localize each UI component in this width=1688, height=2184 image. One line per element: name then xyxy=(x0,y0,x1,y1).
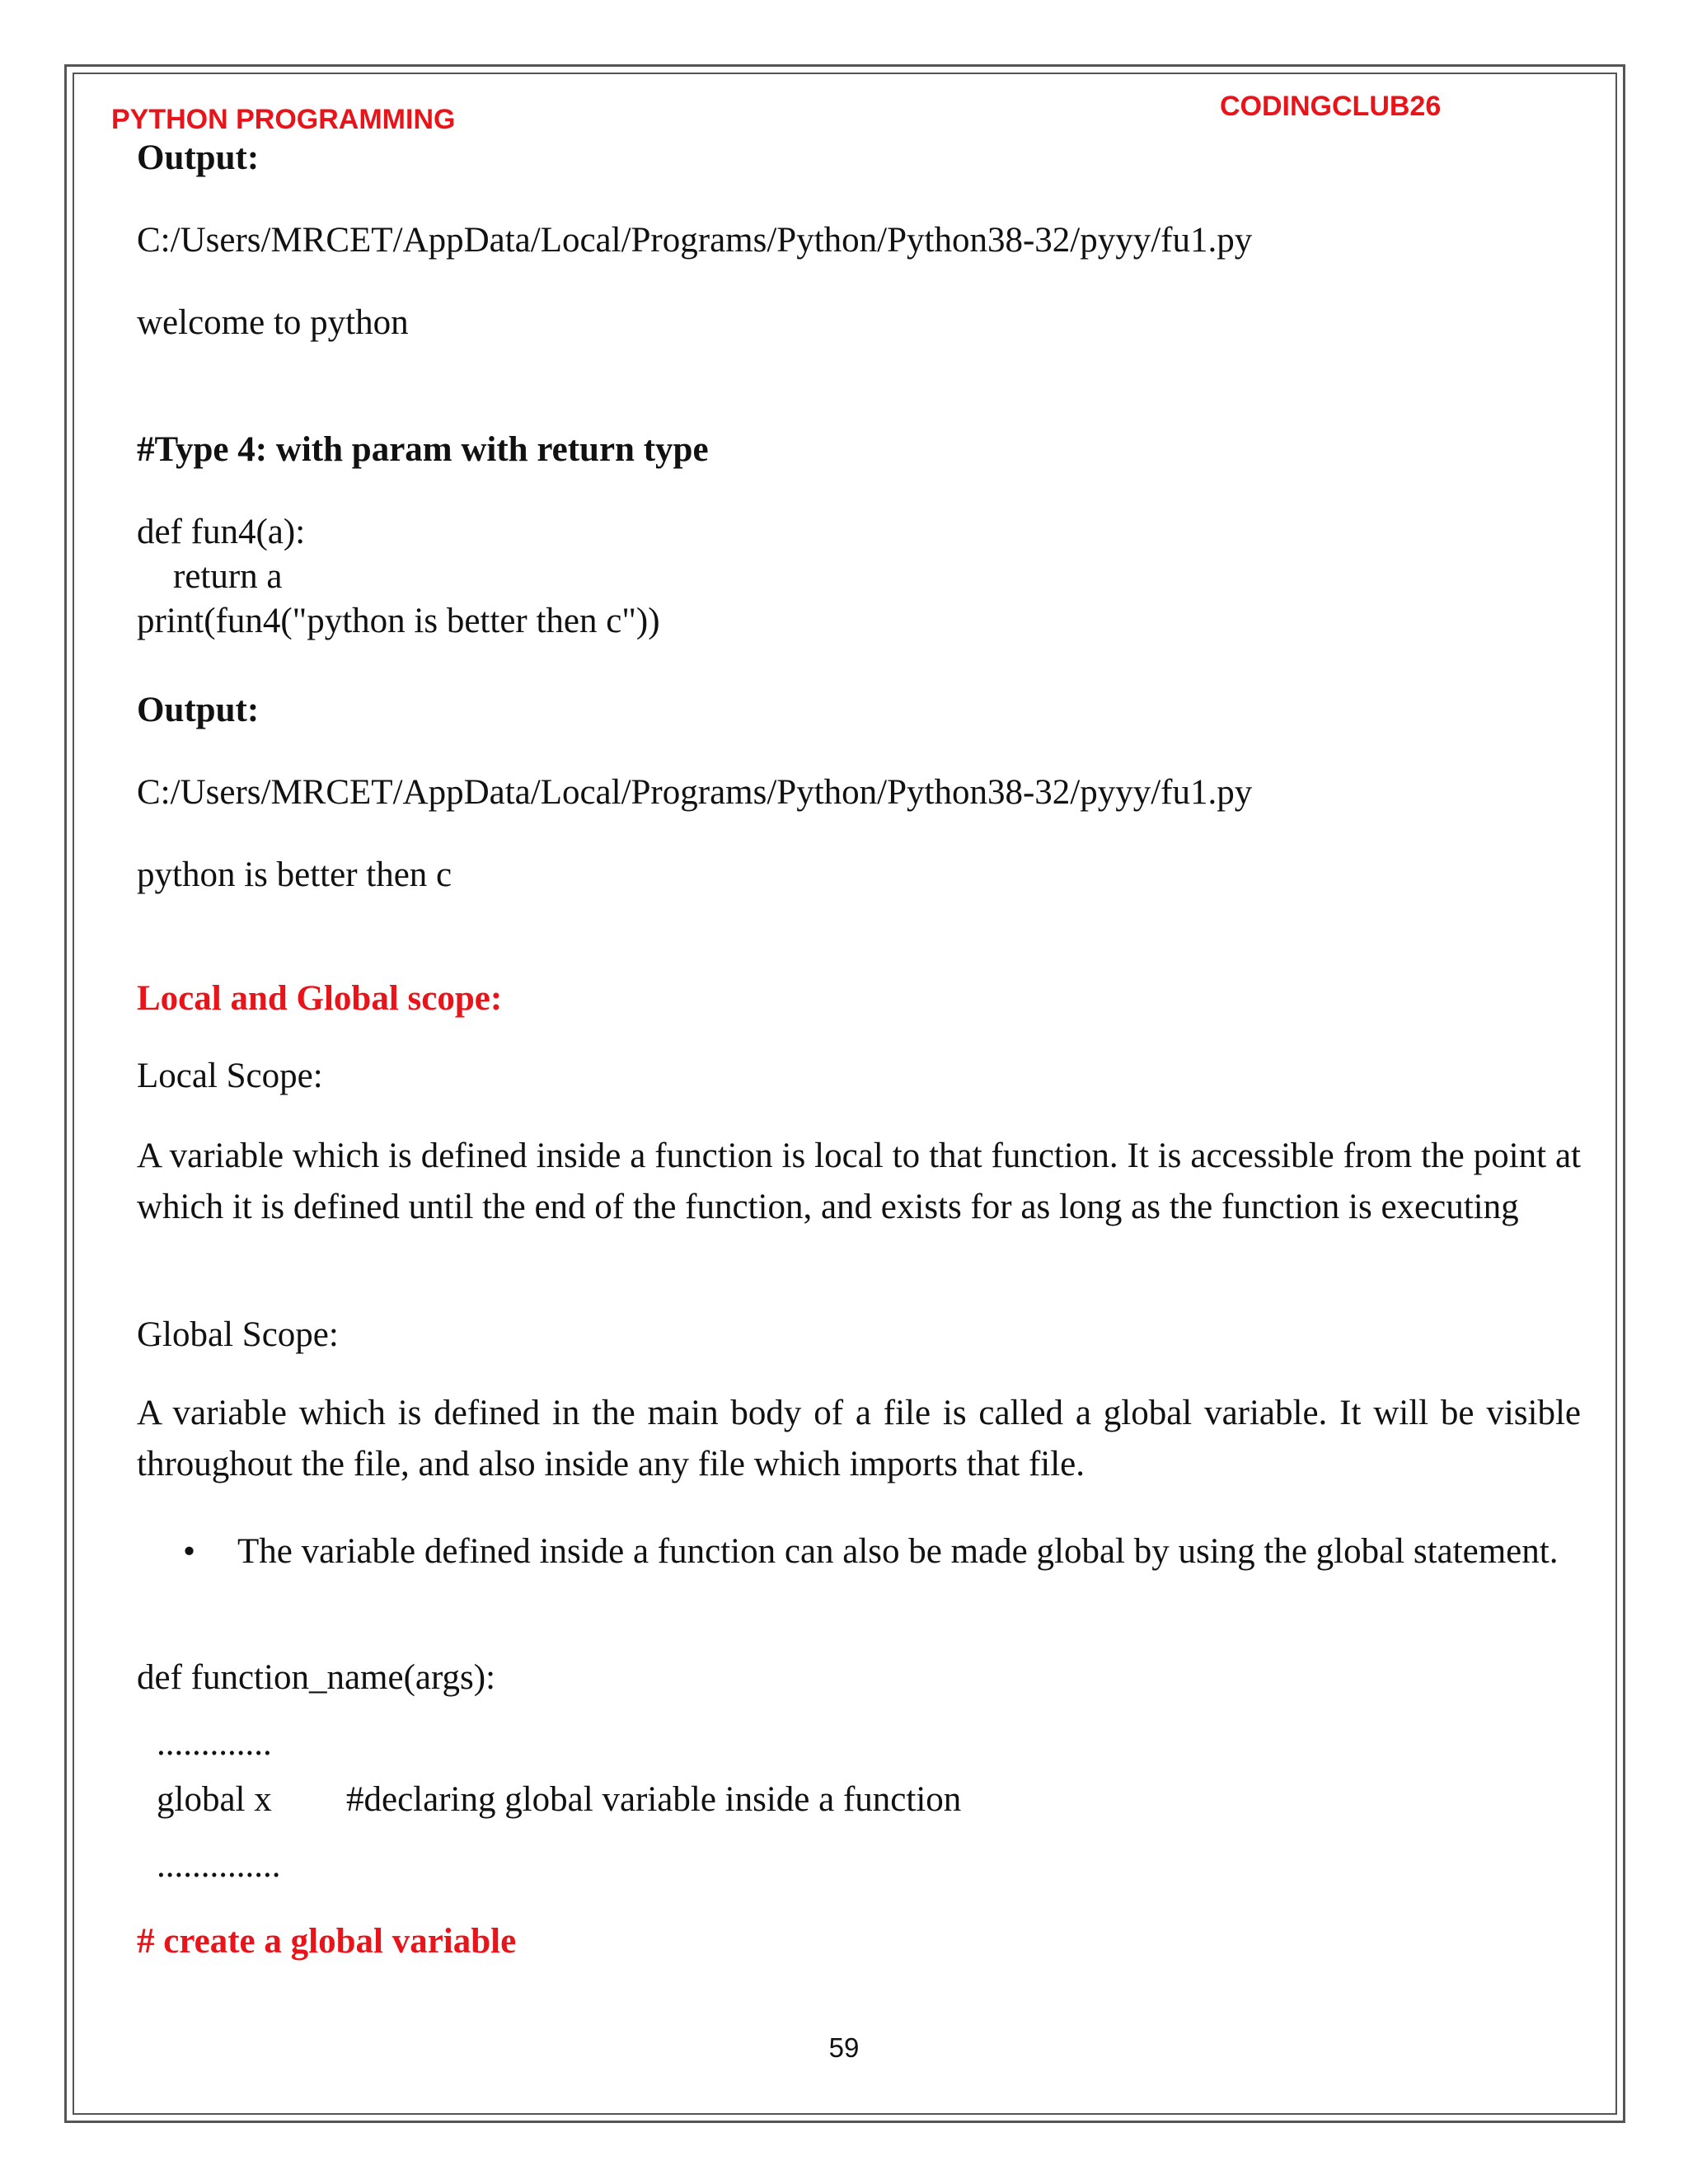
code-line: print(fun4("python is better then c")) xyxy=(137,602,660,640)
type4-heading: #Type 4: with param with return type xyxy=(137,430,709,469)
code-line: return a xyxy=(173,557,283,596)
local-scope-label: Local Scope: xyxy=(137,1057,323,1095)
code-comment: #declaring global variable inside a function xyxy=(346,1780,962,1819)
output-result-1: welcome to python xyxy=(137,303,409,342)
code-line: def fun4(a): xyxy=(137,513,306,551)
scope-heading: Local and Global scope: xyxy=(137,979,503,1018)
local-scope-paragraph: A variable which is defined inside a function is local to that function. It is accessible from the point at which it is defined until the end of the function, and exists for as long as the function is executing xyxy=(137,1137,1581,1226)
global-scope-paragraph: A variable which is defined in the main body of a file is called a global variable. It will be visible throughout the file, and also inside any file which imports that file. xyxy=(137,1394,1581,1483)
code-line: global x xyxy=(157,1780,272,1819)
bullet-icon: • xyxy=(183,1532,196,1571)
code-line: ............. xyxy=(157,1724,272,1763)
create-global-heading: # create a global variable xyxy=(137,1922,517,1961)
output-heading-1: Output: xyxy=(137,138,260,177)
header-right-title: CODINGCLUB26 xyxy=(1220,91,1442,122)
code-line: def function_name(args): xyxy=(137,1658,496,1697)
output-result-2: python is better then c xyxy=(137,855,452,894)
output-path-1: C:/Users/MRCET/AppData/Local/Programs/Python/Python38-32/pyyy/fu1.py xyxy=(137,221,1253,260)
header-left-title: PYTHON PROGRAMMING xyxy=(111,104,456,135)
global-scope-label: Global Scope: xyxy=(137,1315,339,1354)
code-line: .............. xyxy=(157,1846,281,1885)
bullet-item: The variable defined inside a function can also be made global by using the global statement. xyxy=(237,1532,1559,1571)
page-number: 59 xyxy=(828,2032,860,2063)
output-heading-2: Output: xyxy=(137,691,260,729)
output-path-2: C:/Users/MRCET/AppData/Local/Programs/Python/Python38-32/pyyy/fu1.py xyxy=(137,773,1253,812)
